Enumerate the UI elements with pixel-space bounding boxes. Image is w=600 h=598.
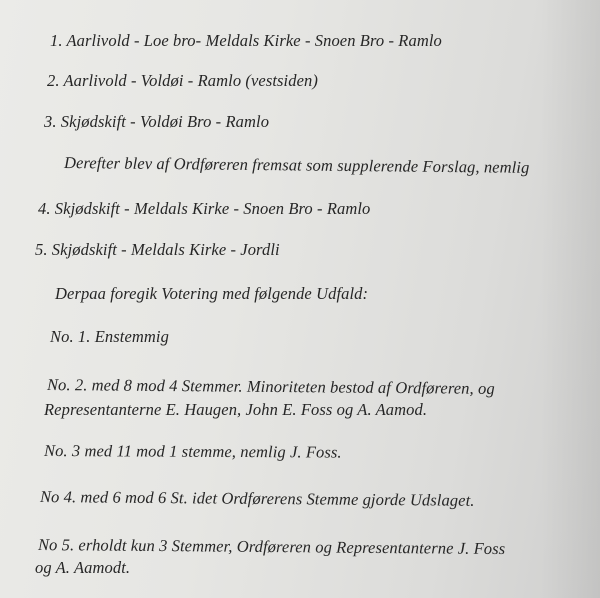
voting-intro: Derpaa foregik Votering med følgende Udfald: [55, 284, 369, 303]
result-5-line-2: og A. Aamodt. [35, 558, 131, 577]
option-1: 1. Aarlivold - Loe bro- Meldals Kirke - Snoen Bro - Ramlo [50, 31, 442, 50]
result-3: No. 3 med 11 mod 1 stemme, nemlig J. Foss. [43, 441, 342, 462]
option-4: 4. Skjødskift - Meldals Kirke - Snoen Bro - Ramlo [38, 199, 371, 218]
option-3: 3. Skjødskift - Voldøi Bro - Ramlo [44, 112, 270, 131]
result-1: No. 1. Enstemmig [50, 327, 169, 346]
option-5: 5. Skjødskift - Meldals Kirke - Jordli [35, 240, 280, 259]
option-2: 2. Aarlivold - Voldøi - Ramlo (vestsiden) [47, 71, 318, 90]
supplement-intro: Derefter blev af Ordføreren fremsat som supplerende Forslag, nemlig [63, 153, 530, 177]
result-2-line-2: Representanterne E. Haugen, John E. Foss og A. Aamod. [44, 400, 428, 419]
result-4: No 4. med 6 mod 6 St. idet Ordførerens Stemme gjorde Udslaget. [39, 487, 475, 510]
result-5-line-1: No 5. erholdt kun 3 Stemmer, Ordføreren og Representanterne J. Foss [37, 535, 506, 559]
result-2-line-1: No. 2. med 8 mod 4 Stemmer. Minoriteten bestod af Ordføreren, og [46, 375, 495, 398]
